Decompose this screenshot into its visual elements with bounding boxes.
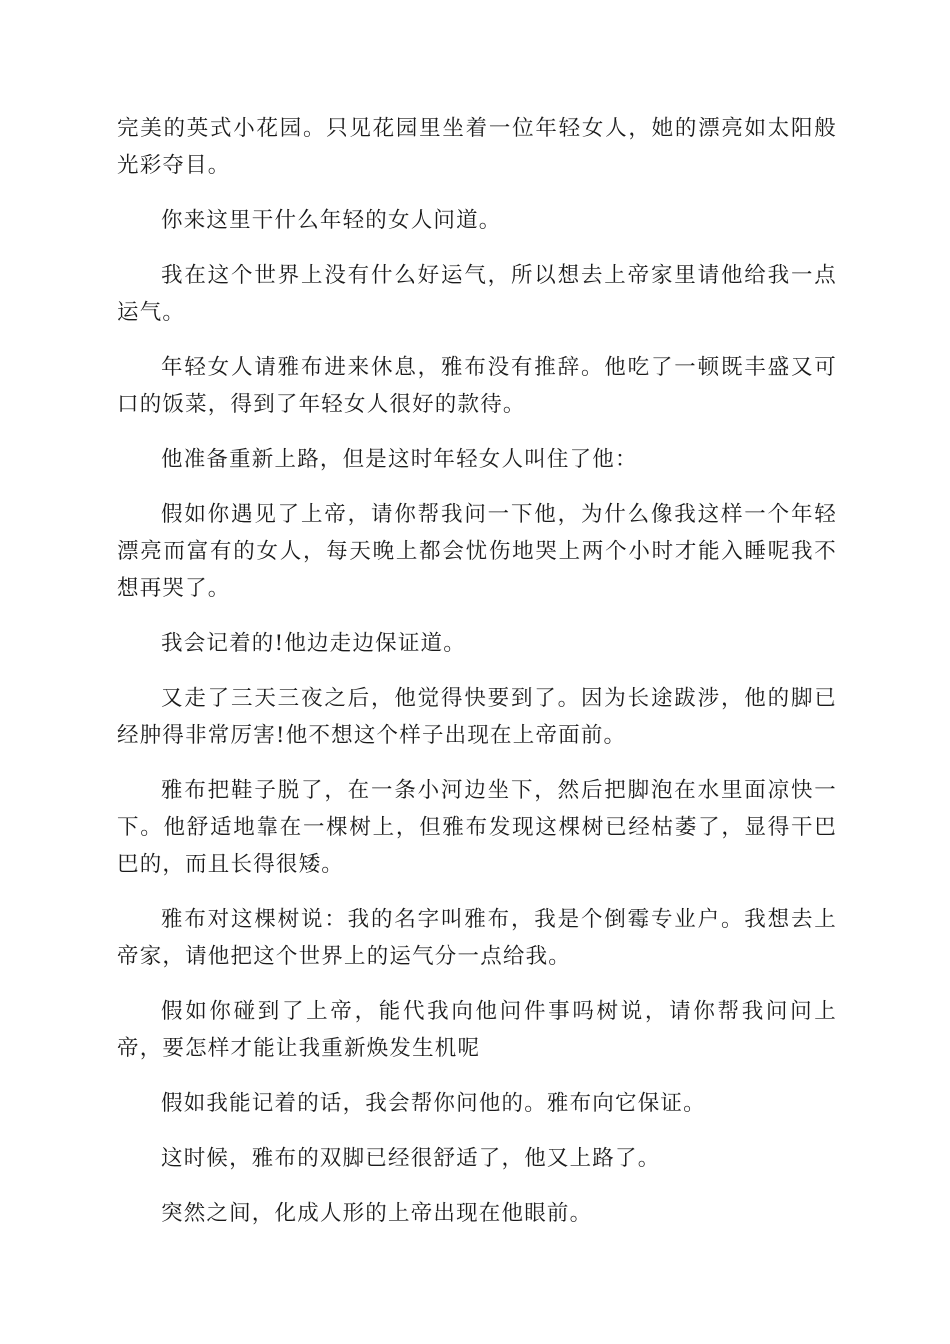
paragraph: 我在这个世界上没有什么好运气，所以想去上帝家里请他给我一点运气。 <box>117 263 837 325</box>
paragraph: 我会记着的!他边走边保证道。 <box>161 631 466 656</box>
paragraph: 假如你碰到了上帝，能代我向他问件事吗树说，请你帮我问问上帝，要怎样才能让我重新焕发生机呢 <box>117 999 837 1061</box>
paragraph: 假如我能记着的话，我会帮你问他的。雅布向它保证。 <box>161 1091 706 1116</box>
paragraph: 突然之间，化成人形的上帝出现在他眼前。 <box>161 1201 593 1226</box>
paragraph: 完美的英式小花园。只见花园里坐着一位年轻女人，她的漂亮如太阳般光彩夺目。 <box>117 116 837 178</box>
paragraph: 假如你遇见了上帝，请你帮我问一下他，为什么像我这样一个年轻漂亮而富有的女人，每天晚上都会忧伤地哭上两个小时才能入睡呢我不想再哭了。 <box>117 502 837 601</box>
paragraph: 年轻女人请雅布进来休息，雅布没有推辞。他吃了一顿既丰盛又可口的饭菜，得到了年轻女人很好的款待。 <box>117 355 837 417</box>
paragraph: 雅布把鞋子脱了，在一条小河边坐下，然后把脚泡在水里面凉快一下。他舒适地靠在一棵树上，但雅布发现这棵树已经枯萎了，显得干巴巴的，而且长得很矮。 <box>117 778 837 877</box>
document-body <box>117 110 837 1250</box>
paragraph: 雅布对这棵树说：我的名字叫雅布，我是个倒霉专业户。我想去上帝家，请他把这个世界上的运气分一点给我。 <box>117 907 837 969</box>
paragraph: 你来这里干什么年轻的女人问道。 <box>161 208 502 233</box>
paragraph: 又走了三天三夜之后，他觉得快要到了。因为长途跋涉，他的脚已经肿得非常厉害!他不想这个样子出现在上帝面前。 <box>117 686 837 748</box>
paragraph: 他准备重新上路，但是这时年轻女人叫住了他： <box>161 447 638 472</box>
paragraph: 这时候，雅布的双脚已经很舒适了，他又上路了。 <box>161 1146 661 1171</box>
